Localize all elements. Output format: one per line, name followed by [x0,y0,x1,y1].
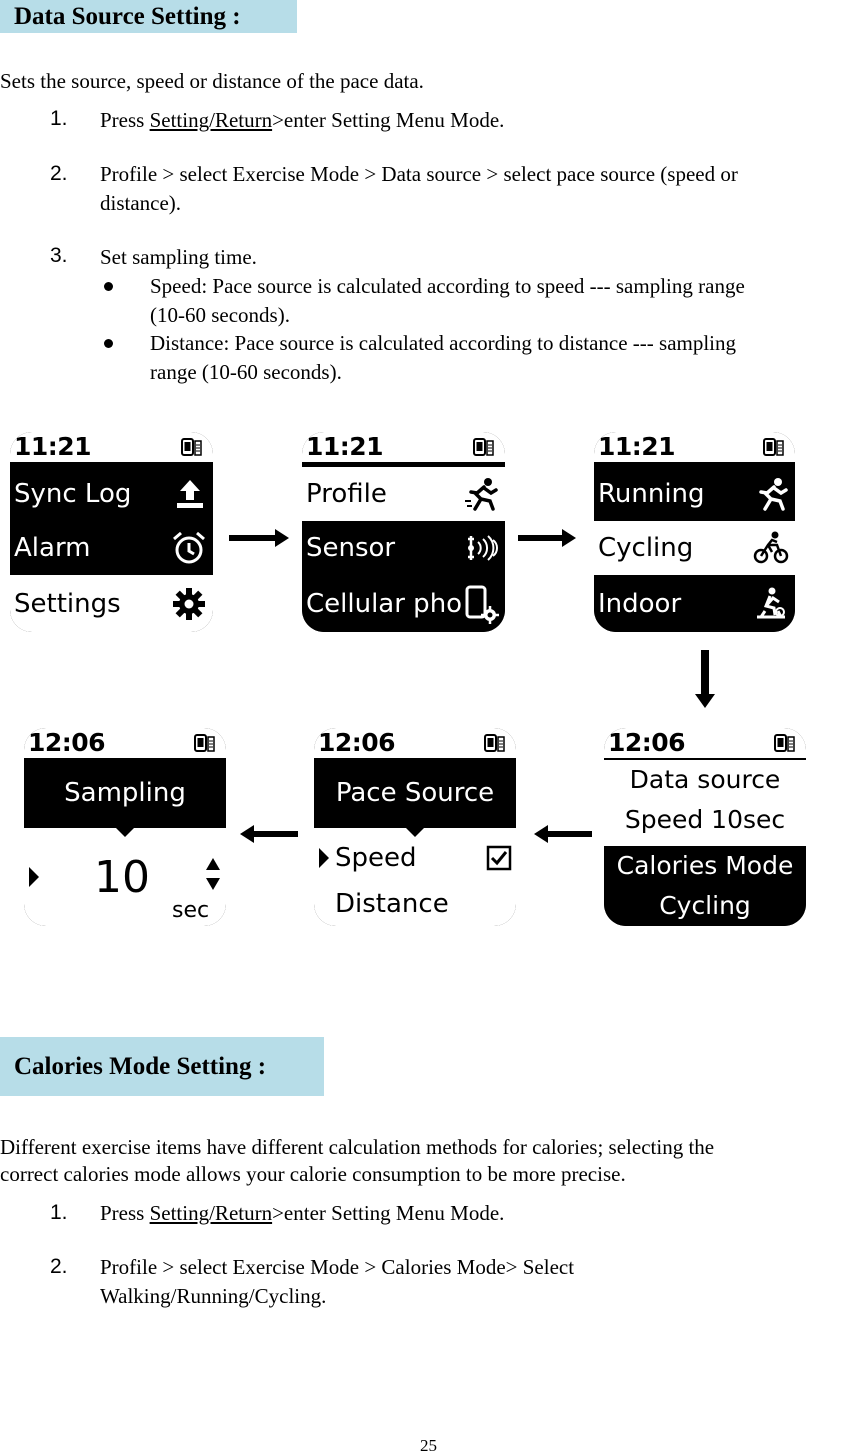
bullet-distance-line1: Distance: Pace source is calculated according to distance --- sampling [150,331,737,355]
left-arrow-icon [240,824,298,844]
calories-intro-line1: Different exercise items have different calculation methods for calories; selecting the [0,1135,715,1159]
heading-text: Calories Mode Setting : [14,1053,267,1080]
down-arrow-icon [694,650,716,708]
pointer-notch [405,827,425,837]
sampling-unit: sec [172,898,210,923]
bullet-dot [104,339,113,348]
pointer-notch [115,827,135,837]
watch-screen-settings-menu [302,432,505,632]
watch-screen-exercise-mode [594,432,795,632]
step-2-line2: distance). [100,191,182,215]
menu-item-alarm[interactable]: Alarm [10,521,213,575]
calories-mode-label: Calories Mode [616,851,794,880]
status-bar [10,432,213,462]
battery-icon [473,438,495,456]
clock-time: 11:21 [306,432,384,461]
pace-source-options [314,828,516,926]
upload-icon [173,477,207,511]
clock-time: 12:06 [318,728,396,757]
menu-item-indoor[interactable]: Indoor [594,575,795,632]
calories-step-1: Press Setting/Return>enter Setting Menu Mode. [100,1201,505,1225]
data-source-panel[interactable] [604,760,806,846]
battery-icon [181,438,203,456]
step-3: Set sampling time. [100,245,257,269]
gear-icon [171,586,207,622]
sensor-signal-icon [463,530,499,566]
runner-icon [753,476,789,512]
option-speed[interactable]: Speed [314,838,516,878]
status-bar [594,432,795,462]
right-arrow-icon [518,528,576,548]
up-down-stepper-icon[interactable] [204,856,222,892]
menu-item-sensor[interactable]: Sensor [302,521,505,575]
calories-step-2-line1: Profile > select Exercise Mode > Calories Mode> Select [100,1255,575,1279]
left-arrow-icon [534,824,592,844]
status-bar [314,728,516,758]
calories-step-2-line2: Walking/Running/Cycling. [100,1284,327,1308]
clock-time: 11:21 [14,432,92,461]
sampling-title: Sampling [24,760,226,828]
step-2-line1: Profile > select Exercise Mode > Data source > select pace source (speed or [100,162,738,186]
calories-intro-line2: correct calories mode allows your calorie consumption to be more precise. [0,1162,626,1186]
indoor-bike-icon [753,586,789,622]
watch-screen-profile-summary [604,728,806,926]
menu-item-cellular-phone[interactable]: Cellular pho [302,575,505,632]
selector-caret-icon [317,847,331,869]
bullet-speed-line2: (10-60 seconds). [150,303,290,327]
intro-text: Sets the source, speed or distance of the pace data. [0,69,424,93]
watch-screen-pace-source [314,728,516,926]
watch-screen-sampling [24,728,226,926]
bullet-dot [104,282,113,291]
battery-icon [484,734,506,752]
section-heading-calories-mode [0,1037,324,1096]
heading-text: Data Source Setting : [14,3,241,30]
step-number: 3. [50,244,68,267]
checkbox-checked-icon[interactable] [486,845,512,871]
data-source-value: Speed 10sec [624,805,786,834]
data-source-label: Data source [629,765,781,794]
clock-time: 11:21 [598,432,676,461]
sampling-value[interactable]: 10 [94,852,150,903]
clock-time: 12:06 [608,728,686,757]
menu-item-profile[interactable]: Profile [302,467,505,521]
calories-mode-value: Cycling [659,891,751,920]
right-arrow-icon [229,528,289,548]
pace-source-title: Pace Source [314,760,516,828]
option-distance[interactable]: Distance [335,889,449,919]
menu-item-sync-log[interactable]: Sync Log [10,467,213,521]
runner-icon [463,476,499,512]
battery-icon [763,438,785,456]
step-number: 2. [50,1255,68,1278]
step-number: 1. [50,1201,68,1224]
battery-icon [774,734,796,752]
status-bar [302,432,505,462]
cyclist-icon [753,530,789,566]
phone-settings-icon [463,584,499,624]
watch-screen-main-menu [10,432,213,632]
section-heading-data-source [0,0,297,33]
alarm-clock-icon [171,530,207,566]
status-bar [604,728,806,758]
menu-item-running[interactable]: Running [594,467,795,521]
setting-return-link: Setting/Return [149,1201,273,1225]
menu-item-settings[interactable]: Settings [10,575,213,632]
bullet-speed-line1: Speed: Pace source is calculated according to speed --- sampling range [150,274,745,298]
setting-return-link: Setting/Return [149,108,273,132]
status-bar [24,728,226,758]
step-number: 1. [50,107,68,130]
page-number: 25 [420,1436,437,1455]
step-1: Press Setting/Return>enter Setting Menu Mode. [100,108,505,132]
clock-time: 12:06 [28,728,106,757]
step-number: 2. [50,162,68,185]
battery-icon [194,734,216,752]
selector-caret-icon [27,866,41,888]
sampling-value-panel [24,828,226,926]
bullet-distance-line2: range (10-60 seconds). [150,360,342,384]
calories-mode-panel[interactable] [604,846,806,926]
menu-item-cycling[interactable]: Cycling [594,521,795,575]
